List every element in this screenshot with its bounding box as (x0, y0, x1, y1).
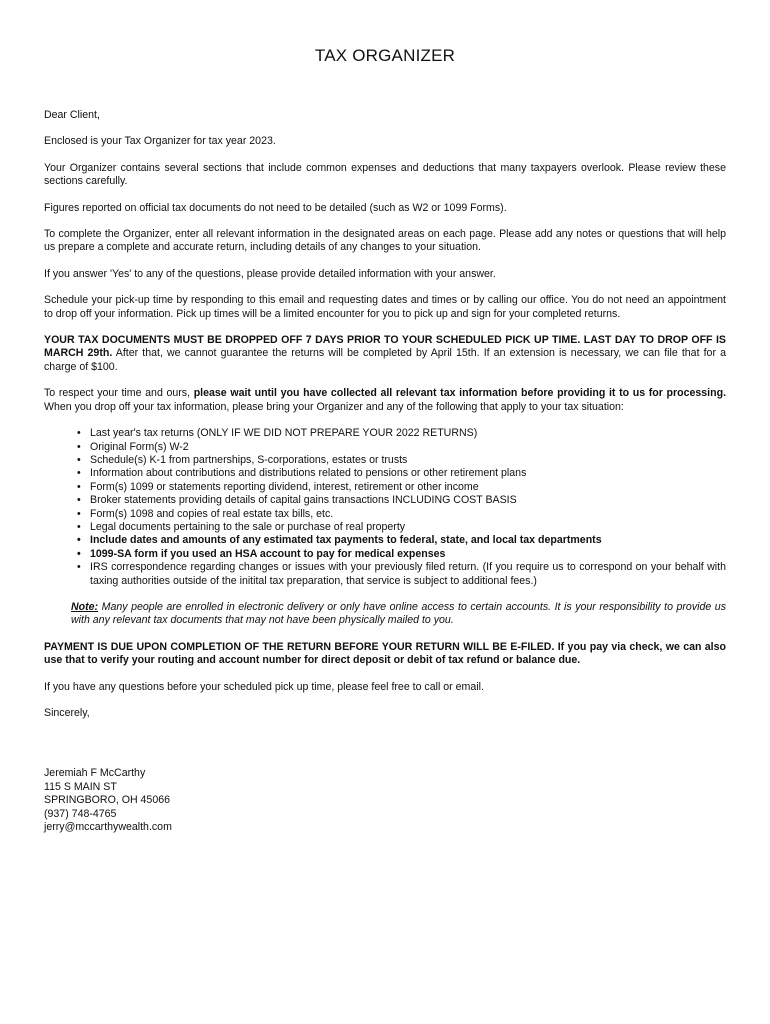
list-item: • Original Form(s) W-2 (77, 440, 189, 453)
list-item: • Last year's tax returns (ONLY IF WE DID NOT PREPARE YOUR 2022 RETURNS) (77, 427, 478, 440)
greeting: Dear Client, (44, 109, 100, 121)
bullet-icon: • (77, 467, 81, 480)
list-item: • Schedule(s) K-1 from partnerships, S-corporations, estates or trusts (77, 453, 408, 466)
paragraph-respect (44, 387, 726, 414)
bullet-icon: • (77, 453, 81, 466)
respect-start-text: To respect your time and ours, (44, 387, 194, 400)
signature-email: jerry@mccarthywealth.com (44, 821, 172, 834)
paragraph-sections: Your Organizer contains several sections that include common expenses and deductions that many taxpayers overlook. Please review these sections carefully. (44, 161, 726, 188)
list-item: • Legal documents pertaining to the sale or purchase of real property (77, 520, 406, 533)
list-item: • Include dates and amounts of any estimated tax payments to federal, state, and local tax departments (77, 534, 602, 547)
paragraph-payment: PAYMENT IS DUE UPON COMPLETION OF THE RETURN BEFORE YOUR RETURN WILL BE E-FILED. If you pay via check, we can also use that to verify your routing and account number for direct deposit or debit of tax refund or balance due. (44, 640, 726, 667)
paragraph-schedule: Schedule your pick-up time by responding to this email and requesting dates and times or by calling our office. You do not need an appointment to drop off your information. Pick up times will be a limited encounter for you to pick up and sign for your completed returns. (44, 294, 726, 320)
signature-street: 115 S MAIN ST (44, 780, 117, 793)
list-item: • IRS correspondence regarding changes or issues with your previously filed return. (If you require us to correspond on your behalf with taxing authorities outside of the initital tax preparation, that service is subject to additional fees.) (77, 561, 726, 587)
paragraph-complete: To complete the Organizer, enter all relevant information in the designated areas on each page. Please add any notes or questions that will help us prepare a complete and accurate return, including details of any changes to your situation. (44, 228, 726, 254)
paragraph-yes-answers: If you answer 'Yes' to any of the questions, please provide detailed information with your answer. (44, 267, 496, 280)
note-paragraph (71, 601, 726, 628)
deadline-rest-text: After that, we cannot guarantee the returns will be completed by April 15th. If an extension is necessary, we can file that for a charge of $100. (44, 347, 726, 373)
deadline-bold-text: YOUR TAX DOCUMENTS MUST BE DROPPED OFF 7 DAYS PRIOR TO YOUR SCHEDULED PICK UP TIME. LAST DAY TO DROP OFF IS MARCH 29th. (44, 334, 726, 360)
bullet-icon: • (77, 520, 81, 533)
closing: Sincerely, (44, 707, 90, 719)
list-item: • 1099-SA form if you used an HSA account to pay for medical expenses (77, 547, 446, 560)
signature-city: SPRINGBORO, OH 45066 (44, 794, 170, 807)
list-item: • Information about contributions and distributions related to pensions or other retirement plans (77, 467, 527, 480)
signature-name: Jeremiah F McCarthy (44, 767, 146, 780)
note-label: Note: (71, 600, 99, 613)
letter-body (44, 109, 726, 834)
respect-end-text: When you drop off your tax information, please bring your Organizer and any of the following that apply to your tax situation: (44, 400, 624, 413)
paragraph-questions: If you have any questions before your scheduled pick up time, please feel free to call or email. (44, 680, 484, 693)
bullet-icon: • (77, 440, 81, 453)
bullet-icon: • (77, 494, 81, 507)
signature-phone: (937) 748-4765 (44, 807, 117, 820)
bullet-icon: • (77, 561, 81, 574)
bullet-icon: • (77, 480, 81, 493)
bullet-icon: • (77, 534, 81, 547)
list-item: • Form(s) 1099 or statements reporting dividend, interest, retirement or other income (77, 480, 479, 493)
documents-list (44, 427, 726, 588)
paragraph-deadline (44, 334, 726, 374)
signature-block (44, 767, 726, 834)
bullet-icon: • (77, 547, 81, 560)
respect-bold-text: please wait until you have collected all relevant tax information before providing it to us for processing. (193, 387, 727, 400)
paragraph-figures: Figures reported on official tax documents do not need to be detailed (such as W2 or 1099 Forms). (44, 201, 507, 214)
note-text: Many people are enrolled in electronic delivery or only have online access to certain accounts. It is your responsibility to provide us with any relevant tax documents that may not have been physically mailed to you. (71, 600, 726, 627)
paragraph-intro: Enclosed is your Tax Organizer for tax year 2023. (44, 135, 276, 148)
page-title: TAX ORGANIZER (314, 46, 456, 65)
bullet-icon: • (77, 507, 81, 520)
list-item: • Form(s) 1098 and copies of real estate tax bills, etc. (77, 507, 334, 520)
bullet-icon: • (77, 427, 81, 440)
list-item: • Broker statements providing details of capital gains transactions INCLUDING COST BASIS (77, 494, 517, 507)
